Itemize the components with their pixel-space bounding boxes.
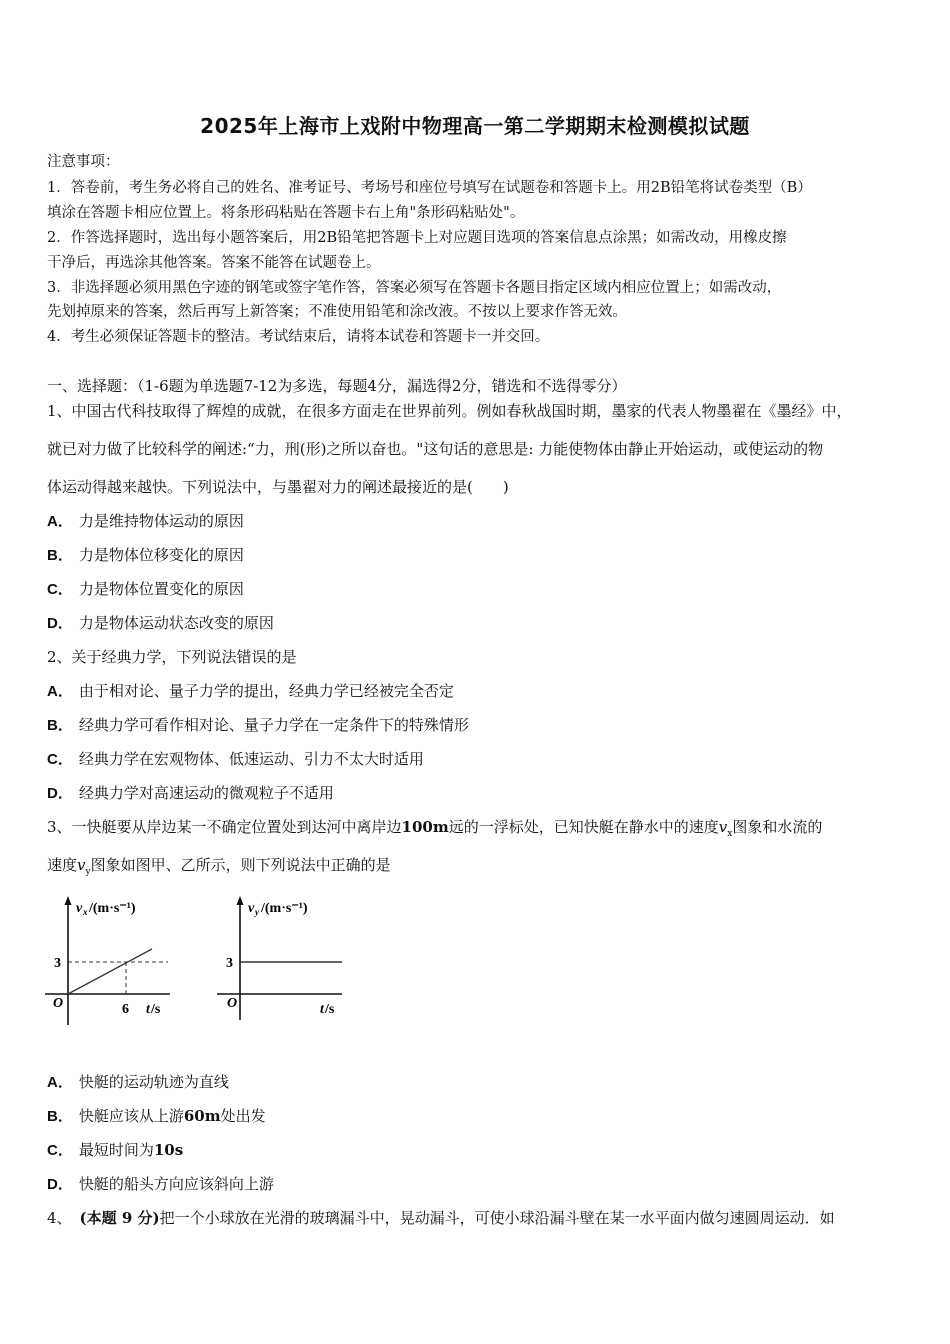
- notice-line: 4．考生必须保证答题卡的整洁。考试结束后，请将本试卷和答题卡一并交回。: [47, 329, 550, 345]
- option-text-tail: 处出发: [220, 1107, 266, 1125]
- option-text: 最短时间为: [78, 1141, 154, 1159]
- stem-var-sub: x: [727, 829, 733, 839]
- graph-vy: [212, 890, 352, 1040]
- question-score: (本题 9 分): [79, 1209, 160, 1227]
- question-stem-line: [47, 855, 917, 882]
- notice-line: 干净后，再选涂其他答案。答案不能答在试题卷上。: [47, 255, 381, 271]
- stem-text: 图象和水流的: [732, 818, 823, 836]
- notice-line: 3．非选择题必须用黑色字迹的钢笔或签字笔作答，答案必须写在答题卡各题目指定区域内相应位置上；如需改动，: [47, 280, 782, 296]
- option-text: 经典力学对高速运动的微观粒子不适用: [78, 784, 334, 802]
- origin-label: O: [227, 996, 238, 1011]
- y-axis-label-sub: y: [255, 907, 259, 917]
- option-a: [47, 1072, 917, 1093]
- option-label: D．: [47, 1176, 73, 1193]
- x-axis-label-unit: /s: [151, 1002, 161, 1017]
- question-stem-line: 体运动得越来越快。下列说法中，与墨翟对力的阐述最接近的是( ): [47, 478, 509, 496]
- option-c: [47, 579, 917, 600]
- question-stem-text: 把一个小球放在光滑的玻璃漏斗中，晃动漏斗，可使小球沿漏斗壁在某一水平面内做匀速圆周运动．如: [159, 1209, 835, 1227]
- graph-vy-svg: [212, 890, 352, 1040]
- option-text: 经典力学在宏观物体、低速运动、引力不太大时适用: [78, 750, 424, 768]
- stem-var-sub: y: [85, 867, 91, 877]
- option-label: A．: [47, 683, 73, 700]
- option-label: D．: [47, 615, 73, 632]
- x-axis-label-t: t: [320, 1002, 324, 1017]
- option-text: 快艇的运动轨迹为直线: [78, 1073, 229, 1091]
- y-tick-label: 3: [226, 956, 233, 971]
- y-axis-label-unit: /(m·s⁻¹): [261, 901, 308, 916]
- stem-text: 速度: [47, 856, 78, 874]
- stem-text: 远的一浮标处，已知快艇在静水中的速度: [448, 818, 719, 836]
- option-a: [47, 681, 917, 702]
- option-text: 经典力学可看作相对论、量子力学在一定条件下的特殊情形: [78, 716, 469, 734]
- question-stem-line: 1、中国古代科技取得了辉煌的成就，在很多方面走在世界前列。例如春秋战国时期，墨家的代表人物墨翟在《墨经》中，: [47, 402, 852, 420]
- graph-vx: [40, 890, 180, 1040]
- stem-text: 图象如图甲、乙所示，则下列说法中正确的是: [90, 856, 391, 874]
- x-tick-label: 6: [122, 1002, 129, 1017]
- y-axis-label-sub: x: [83, 907, 88, 917]
- option-c: [47, 1140, 917, 1161]
- y-axis-arrow-icon: [65, 896, 72, 905]
- option-label: D．: [47, 785, 73, 802]
- notice-line: 1．答卷前，考生务必将自己的姓名、准考证号、考场号和座位号填写在试题卷和答题卡上。用2B铅笔将试卷类型（B）: [47, 180, 812, 196]
- y-axis-label-unit: /(m·s⁻¹): [89, 901, 136, 916]
- option-label: B．: [47, 547, 73, 564]
- option-text: 力是物体位置变化的原因: [78, 580, 244, 598]
- y-tick-label: 3: [54, 956, 61, 971]
- question-number: 4、: [47, 1209, 72, 1227]
- question-stem-line: [47, 817, 917, 844]
- option-label: C．: [47, 1142, 73, 1159]
- notice-line: 先划掉原来的答案，然后再写上新答案；不准使用铅笔和涂改液。不按以上要求作答无效。: [47, 304, 627, 320]
- stem-var-vy: v: [77, 856, 86, 874]
- option-a: [47, 511, 917, 532]
- section-heading: 一、选择题：（1-6题为单选题7-12为多选，每题4分，漏选得2分，错选和不选得零分）: [47, 377, 627, 395]
- stem-text: 3、一快艇要从岸边某一不确定位置处到达河中离岸边: [47, 818, 402, 836]
- notice-line: 2．作答选择题时，选出每小题答案后，用2B铅笔把答题卡上对应题目选项的答案信息点涂黑；如需改动，用橡皮擦: [47, 230, 787, 246]
- question-stem-line: 就已对力做了比较科学的阐述:“力，刑(形)之所以奋也。"这句话的意思是: 力能使物体由静止开始运动，或使运动的物: [47, 440, 824, 458]
- option-text: 力是物体位移变化的原因: [78, 546, 244, 564]
- notice-line: 填涂在答题卡相应位置上。将条形码粘贴在答题卡右上角"条形码粘贴处"。: [47, 205, 525, 221]
- option-c: [47, 749, 917, 770]
- y-axis-arrow-icon: [237, 896, 244, 905]
- stem-var-vx: v: [718, 818, 728, 836]
- option-text: 快艇的船头方向应该斜向上游: [78, 1175, 274, 1193]
- option-text: 力是维持物体运动的原因: [78, 512, 244, 530]
- graph-vx-svg: [40, 890, 180, 1040]
- question-4: [47, 1208, 917, 1228]
- option-label: C．: [47, 751, 73, 768]
- option-label: C．: [47, 581, 73, 598]
- y-axis-label-v: v: [76, 901, 83, 916]
- option-text: 力是物体运动状态改变的原因: [78, 614, 274, 632]
- x-axis-label-t: t: [146, 1002, 150, 1017]
- option-b: [47, 1106, 917, 1127]
- option-text: 快艇应该从上游: [78, 1107, 184, 1125]
- option-label: A．: [47, 1074, 73, 1091]
- stem-distance: 100m: [401, 818, 449, 836]
- option-text: 由于相对论、量子力学的提出，经典力学已经被完全否定: [78, 682, 454, 700]
- velocity-line: [68, 949, 152, 994]
- option-d: [47, 613, 917, 634]
- option-d: [47, 783, 917, 804]
- option-label: B．: [47, 1108, 73, 1125]
- option-value: 10s: [153, 1141, 184, 1159]
- option-label: A．: [47, 513, 73, 530]
- page-title: 2025年上海市上戏附中物理高一第二学期期末检测模拟试题: [200, 114, 750, 138]
- origin-label: O: [53, 996, 64, 1011]
- question-stem-line: 2、关于经典力学，下列说法错误的是: [47, 648, 297, 666]
- y-axis-label-v: v: [248, 901, 255, 916]
- option-b: [47, 715, 917, 736]
- notice-heading: 注意事项：: [47, 154, 120, 170]
- option-value: 60m: [183, 1107, 221, 1125]
- option-d: [47, 1174, 917, 1195]
- x-axis-label-unit: /s: [325, 1002, 335, 1017]
- option-label: B．: [47, 717, 73, 734]
- option-b: [47, 545, 917, 566]
